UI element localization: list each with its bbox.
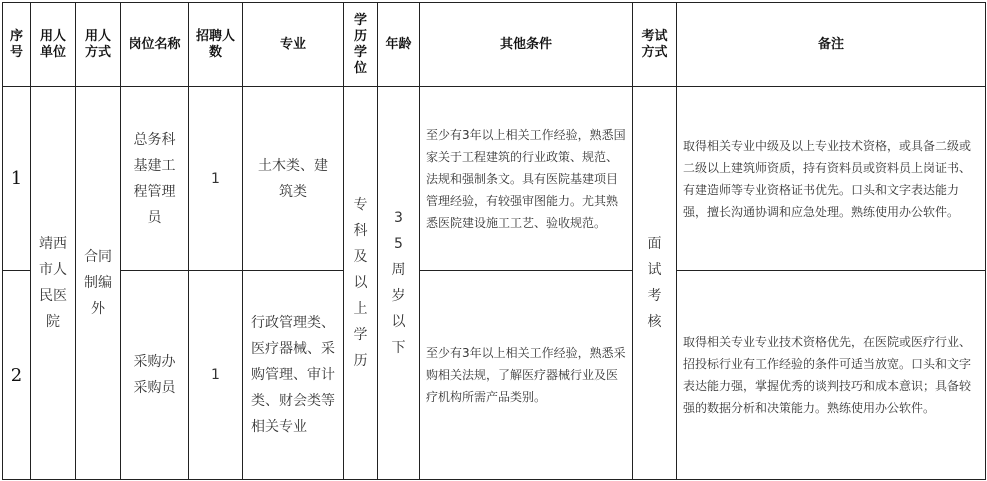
row2-position: 采购办采购员 bbox=[133, 354, 176, 396]
header-position: 岗位名称 bbox=[128, 36, 181, 52]
row2-headcount: 1 bbox=[211, 367, 220, 383]
age-cell: 35周岁以下 bbox=[391, 210, 406, 356]
header-employ-type: 用人方式 bbox=[85, 28, 112, 60]
header-education: 学历学位 bbox=[353, 12, 367, 76]
employ-type-cell: 合同制编外 bbox=[84, 249, 112, 317]
education-cell: 专科及以上学历 bbox=[353, 197, 368, 369]
table-border-bottom bbox=[2, 479, 986, 480]
row2-other: 至少有3年以上相关工作经验，熟悉采购相关法规，了解医疗器械行业及医疗机构所需产品类别。 bbox=[426, 346, 626, 404]
row2-remarks: 取得相关专业专业技术资格优先，在医院或医疗行业、招投标行业有工作经验的条件可适当放宽。口头和文字表达能力强，掌握优秀的谈判技巧和成本意识；具备较强的数据分析和决策能力。熟练使用办公软件。 bbox=[683, 335, 972, 415]
row1-headcount: 1 bbox=[211, 170, 220, 187]
row1-major: 土木类、建筑类 bbox=[258, 157, 328, 200]
header-employer: 用人单位 bbox=[40, 28, 67, 60]
row1-other: 至少有3年以上相关工作经验，熟悉国家关于工程建筑的行业政策、规范、法规和强制条文。具有医院基建项目管理经验，有较强审图能力。尤其熟悉医院建设施工工艺、验收规范。 bbox=[426, 127, 626, 230]
header-headcount: 招聘人数 bbox=[195, 28, 235, 60]
header-remarks: 备注 bbox=[817, 36, 844, 52]
header-other: 其他条件 bbox=[499, 36, 552, 52]
row1-seq: 1 bbox=[10, 168, 23, 189]
table-border-right bbox=[985, 2, 986, 480]
header-seq: 序号 bbox=[10, 28, 24, 60]
header-exam: 考试方式 bbox=[641, 28, 668, 60]
employer-cell: 靖西市人民医院 bbox=[39, 236, 67, 330]
row2-seq: 2 bbox=[10, 364, 23, 386]
exam-cell: 面试考核 bbox=[647, 236, 662, 330]
row1-position: 总务科基建工程管理员 bbox=[133, 131, 176, 226]
row1-remarks: 取得相关专业中级及以上专业技术资格，或具备二级或二级以上建筑师资质，持有资料员或资料员上岗证书、有建造师等专业资格证书优先。口头和文字表达能力强，擅长沟通协调和应急处理。熟练使用办公软件。 bbox=[683, 138, 972, 219]
header-age: 年龄 bbox=[385, 36, 412, 52]
header-major: 专业 bbox=[279, 36, 306, 52]
row2-major: 行政管理类、医疗器械、采购管理、审计类、财会类等相关专业 bbox=[251, 315, 335, 435]
